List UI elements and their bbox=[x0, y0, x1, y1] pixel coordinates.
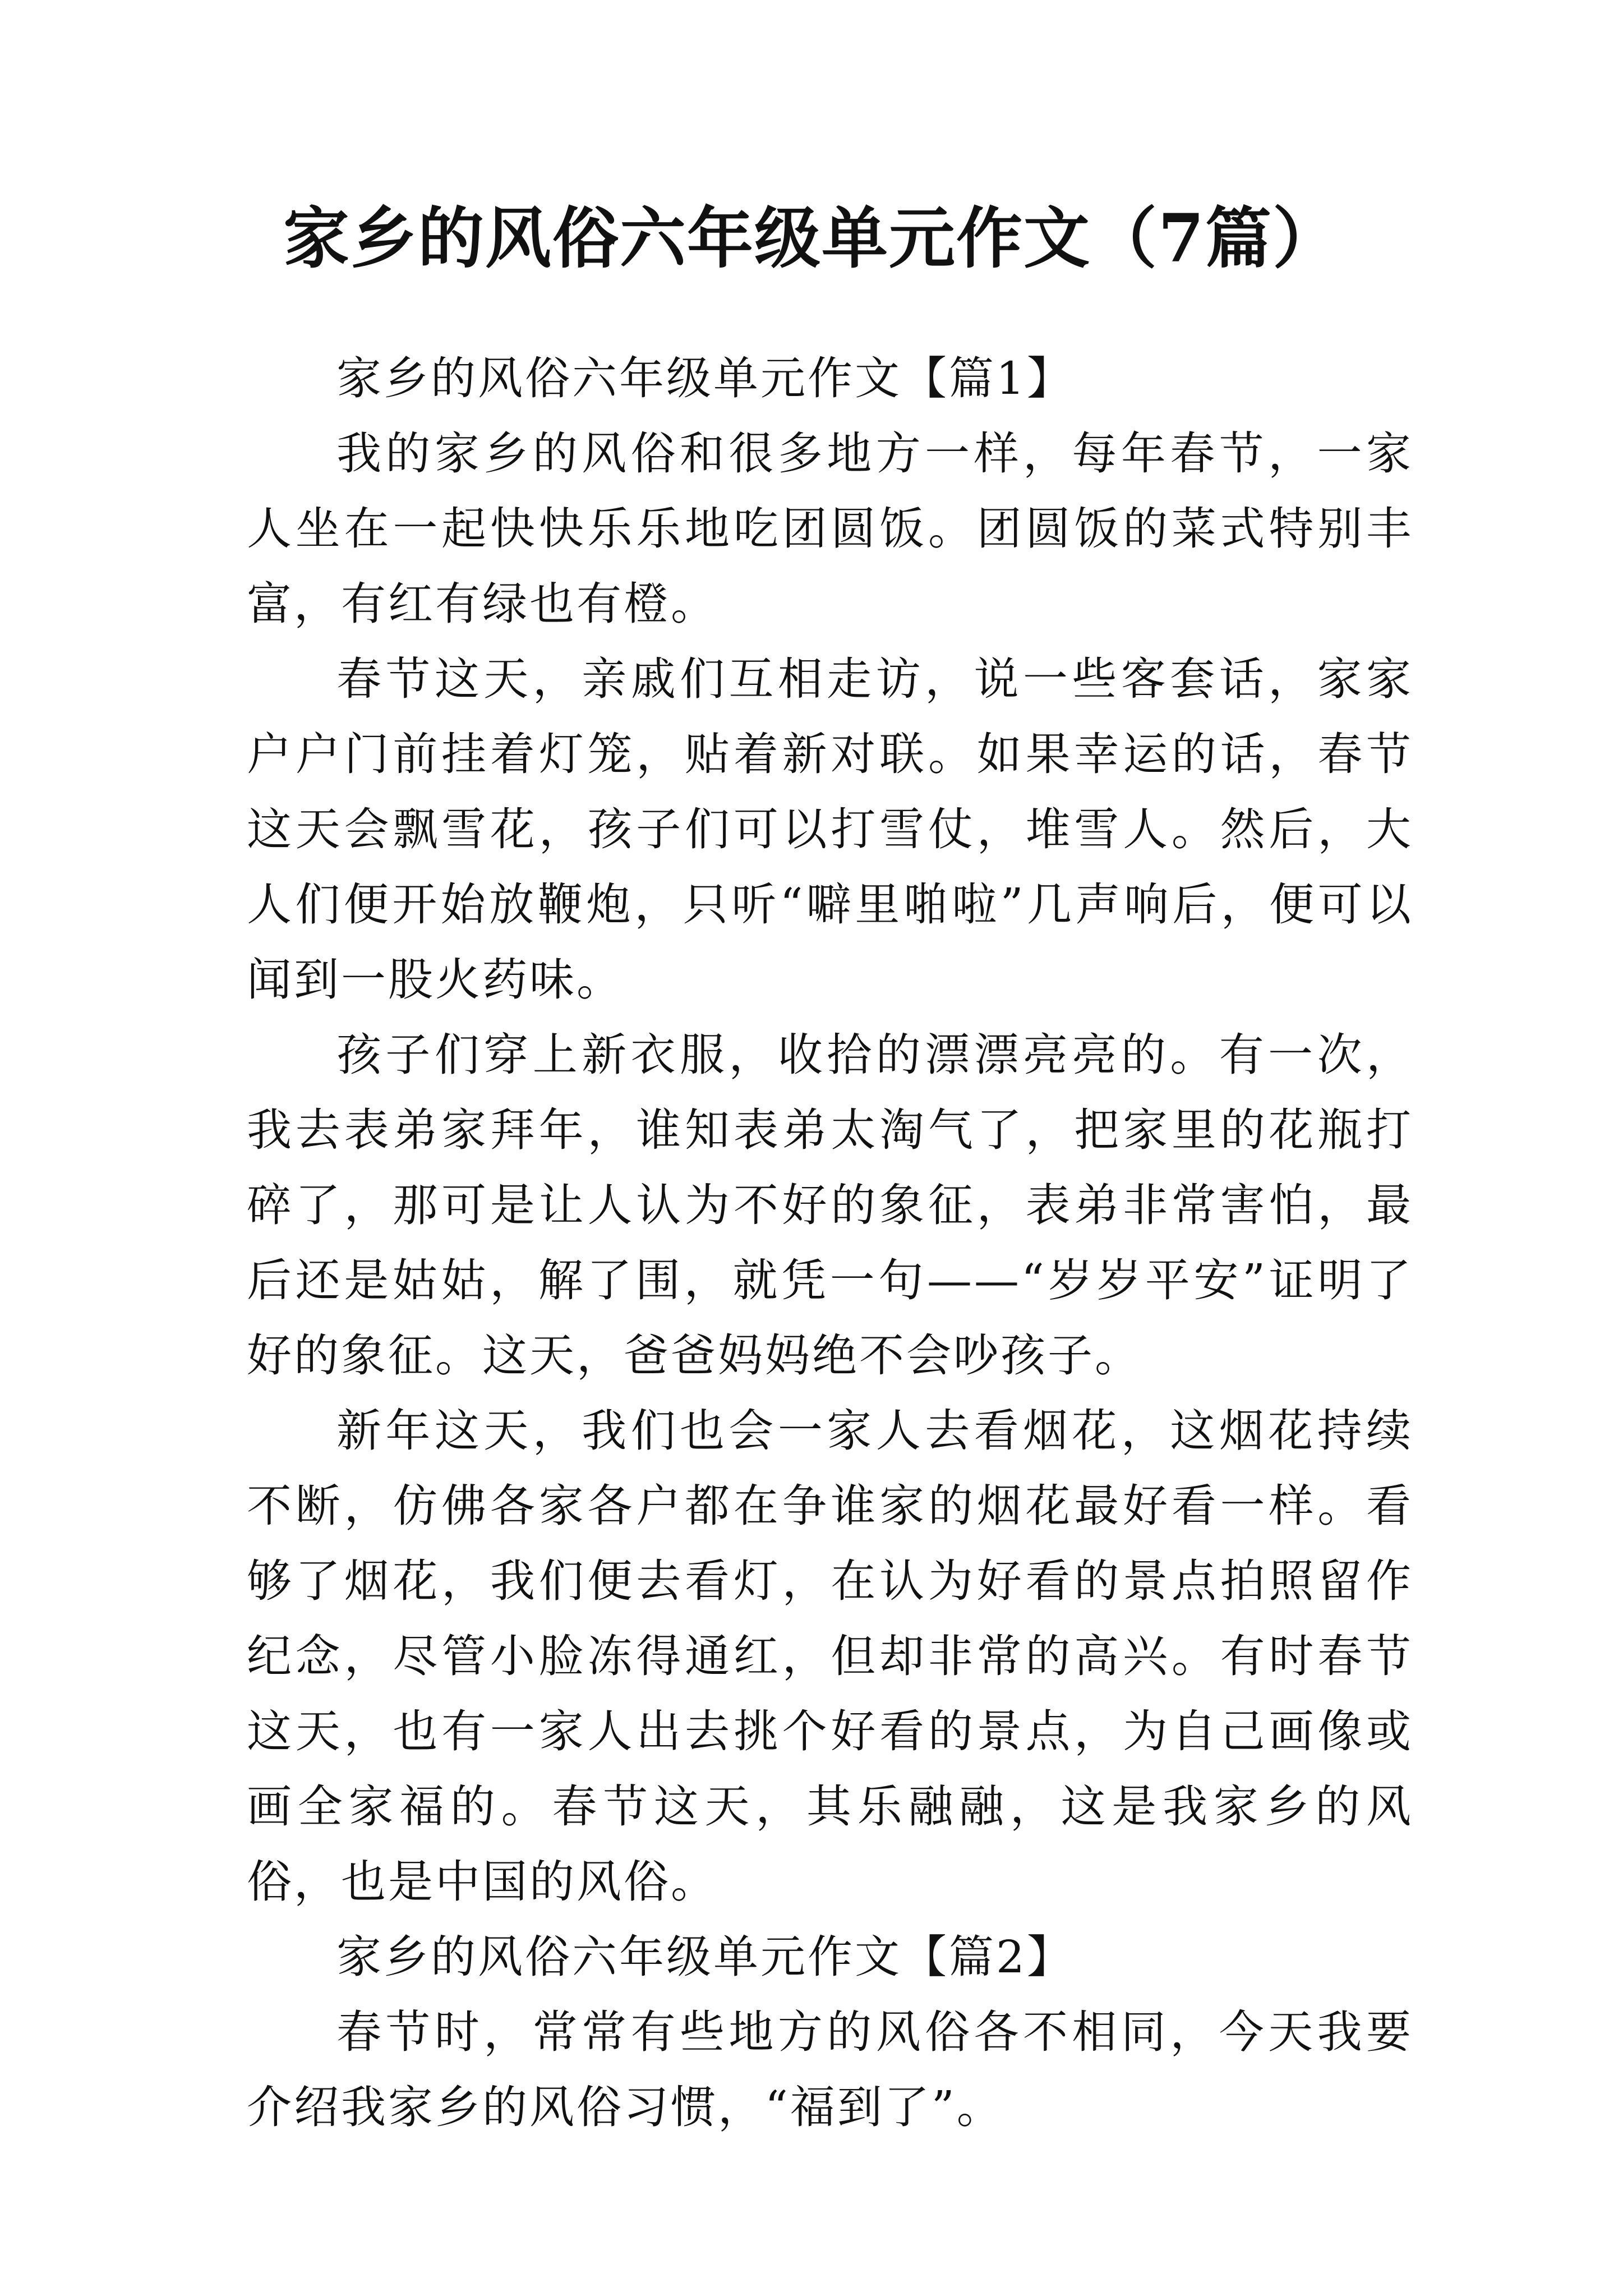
paragraph: 春节这天，亲戚们互相走访，说一些客套话，家家户户门前挂着灯笼，贴着新对联。如果幸运的话，春节这天会飘雪花，孩子们可以打雪仗，堆雪人。然后，大人们便开始放鞭炮，只听“噼里啪啦”几声响后，便可以闻到一股火药味。 bbox=[247, 653, 1413, 1006]
paragraph: 春节时，常常有些地方的风俗各不相同，今天我要介绍我家乡的风俗习惯，“福到了”。 bbox=[247, 2006, 1413, 2133]
document-body bbox=[247, 341, 1413, 2145]
paragraph: 孩子们穿上新衣服，收拾的漂漂亮亮的。有一次，我去表弟家拜年，谁知表弟太淘气了，把家里的花瓶打碎了，那可是让人认为不好的象征，表弟非常害怕，最后还是姑姑，解了围，就凭一句——“岁岁平安”证明了好的象征。这天，爸爸妈妈绝不会吵孩子。 bbox=[247, 1029, 1413, 1382]
section-heading-1: 家乡的风俗六年级单元作文【篇1】 bbox=[336, 352, 1074, 404]
paragraph: 新年这天，我们也会一家人去看烟花，这烟花持续不断，仿佛各家各户都在争谁家的烟花最好看一样。看够了烟花，我们便去看灯，在认为好看的景点拍照留作纪念，尽管小脸冻得通红，但却非常的高兴。有时春节这天，也有一家人出去挑个好看的景点，为自己画像或画全家福的。春节这天，其乐融融，这是我家乡的风俗，也是中国的风俗。 bbox=[247, 1405, 1413, 1908]
document-title: 家乡的风俗六年级单元作文（7篇） bbox=[283, 199, 1340, 277]
paragraph: 我的家乡的风俗和很多地方一样，每年春节，一家人坐在一起快快乐乐地吃团圆饭。团圆饭的菜式特别丰富，有红有绿也有橙。 bbox=[247, 427, 1413, 630]
section-heading-2: 家乡的风俗六年级单元作文【篇2】 bbox=[336, 1931, 1074, 1983]
